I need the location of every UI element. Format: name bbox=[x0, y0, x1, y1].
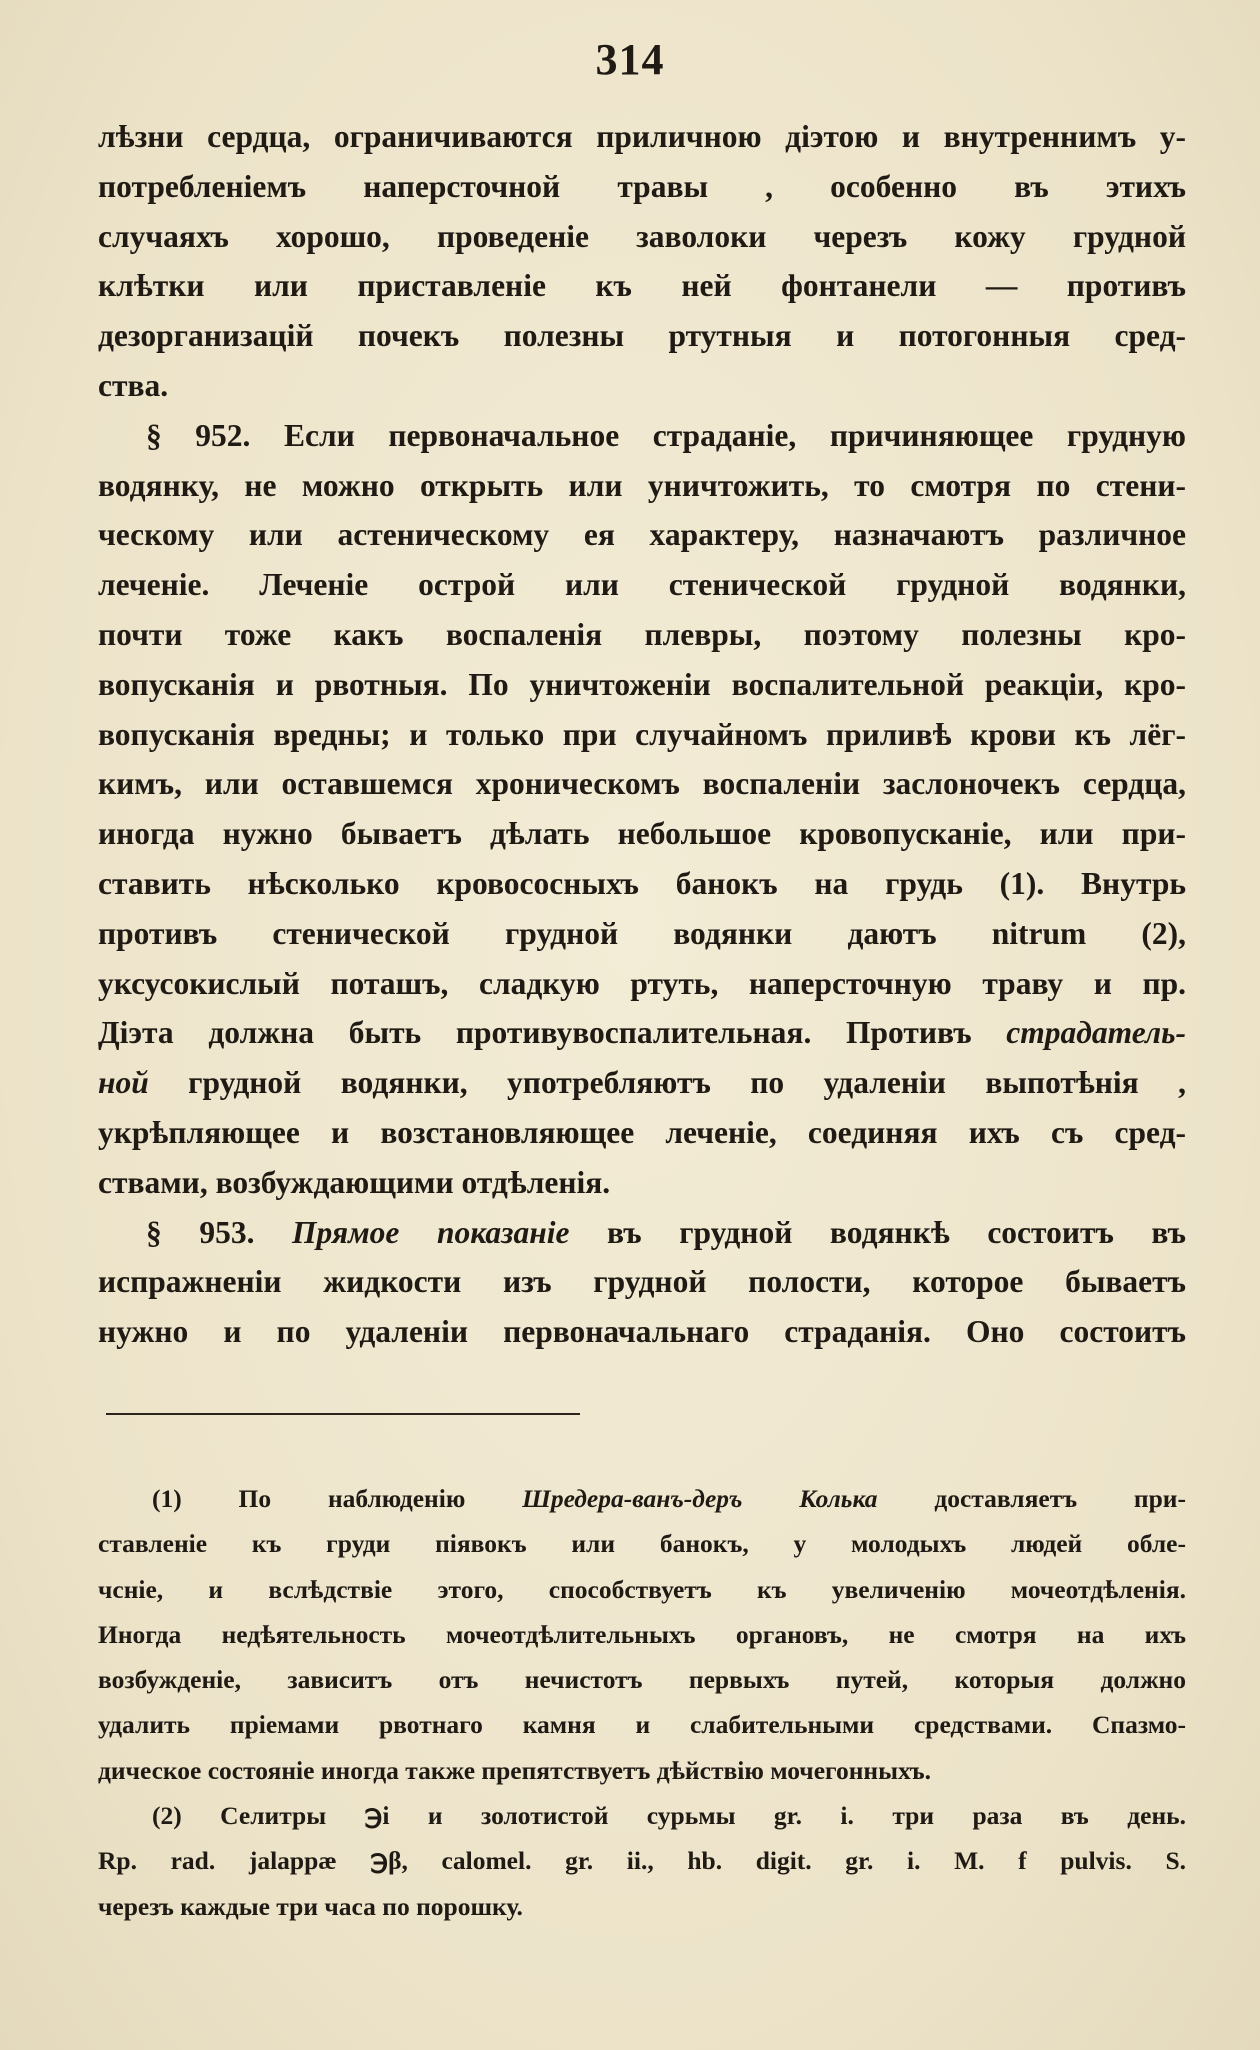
footnote-divider bbox=[106, 1413, 580, 1415]
text-line: случаяхъ хорошо, проведеніе заволоки черезъ кожу грудной bbox=[98, 218, 1186, 254]
text-line: уксусокислый поташъ, сладкую ртуть, наперсточную траву и пр. bbox=[98, 965, 1186, 1001]
footnote-line: удалить пріемами рвотнаго камня и слабительными средствами. Спазмо- bbox=[98, 1710, 1186, 1740]
footnote-line: ставленіе къ груди піявокъ или банокъ, у молодыхъ людей обле- bbox=[98, 1529, 1186, 1559]
text-line: укрѣпляющее и возстановляющее леченіе, соединяя ихъ съ сред- bbox=[98, 1114, 1186, 1150]
text-line: ческому или астеническому ея характеру, назначаютъ различное bbox=[98, 517, 1186, 553]
text-line: вопусканія вредны; и только при случайномъ приливѣ крови къ лёг- bbox=[98, 716, 1186, 752]
text-line: испражненіи жидкости изъ грудной полости, которое бываетъ bbox=[98, 1264, 1186, 1300]
text-line: леченіе. Леченіе острой или стенической грудной водянки, bbox=[98, 567, 1186, 603]
text-line: Діэта должна быть противувоспалительная. Противъ страдатель- bbox=[98, 1015, 1186, 1051]
footnote-line: чсніе, и вслѣдствіе этого, способствуетъ къ увеличенію мочеотдѣленія. bbox=[98, 1574, 1186, 1604]
footnotes-block bbox=[98, 1476, 1186, 1929]
text-line: иногда нужно бываетъ дѣлать небольшое кровопусканіе, или при- bbox=[98, 816, 1186, 852]
text-line: клѣтки или приставленіе къ ней фонтанели — противъ bbox=[98, 268, 1186, 304]
text-line: лѣзни сердца, ограничиваются приличною діэтою и внутреннимъ у- bbox=[98, 119, 1186, 154]
footnote-line: дическое состояніе иногда также препятствуетъ дѣйствію мочегонныхъ. bbox=[98, 1755, 932, 1785]
page-number: 314 bbox=[595, 35, 665, 84]
text-line: ставить нѣсколько кровососныхъ банокъ на грудь (1). Внутрь bbox=[98, 865, 1186, 901]
footnote-line: черезъ каждые три часа по порошку. bbox=[98, 1891, 523, 1921]
footnote-line: возбужденіе, зависитъ отъ нечистотъ первыхъ путей, которыя должно bbox=[98, 1665, 1186, 1695]
text-line: нужно и по удаленіи первоначальнаго страданія. Оно состоитъ bbox=[98, 1314, 1186, 1350]
footnote-line: Rp. rad. jalappæ ℈β, calomel. gr. ii., hb. digit. gr. i. M. f pulvis. S. bbox=[98, 1846, 1186, 1876]
text-line: кимъ, или оставшемся хроническомъ воспаленіи заслоночекъ сердца, bbox=[98, 766, 1186, 802]
text-line: противъ стенической грудной водянки даютъ nitrum (2), bbox=[98, 915, 1186, 951]
paragraph-952-start: § 952. Если первоначальное страданіе, причиняющее грудную bbox=[146, 417, 1186, 453]
text-line: ной грудной водянки, употребляютъ по удаленіи выпотѣнія , bbox=[98, 1065, 1186, 1101]
text-line: дезорганизацій почекъ полезны ртутныя и потогонныя сред- bbox=[98, 318, 1186, 354]
footnote-line: Иногда недѣятельность мочеотдѣлительныхъ органовъ, не смотря на ихъ bbox=[98, 1619, 1186, 1649]
paragraph-953-start: § 953. Прямое показаніе въ грудной водянкѣ состоитъ въ bbox=[146, 1214, 1186, 1250]
text-line: водянку, не можно открыть или уничтожить, то смотря по стени- bbox=[98, 467, 1186, 503]
text-line: ствами, возбуждающими отдѣленія. bbox=[98, 1164, 611, 1200]
text-line: потребленіемъ наперсточной травы , особенно въ этихъ bbox=[98, 168, 1186, 204]
footnote-2-start: (2) Селитры ℈і и золотистой сурьмы gr. i. три раза въ день. bbox=[152, 1801, 1186, 1831]
text-line: вопусканія и рвотныя. По уничтоженіи воспалительной реакціи, кро- bbox=[98, 666, 1186, 702]
text-line: ства. bbox=[98, 367, 169, 403]
footnote-1-start: (1) По наблюденію Шредера-ванъ-деръ Колька доставляетъ при- bbox=[152, 1484, 1186, 1513]
main-text-block bbox=[98, 112, 1186, 1357]
text-line: почти тоже какъ воспаленія плевры, поэтому полезны кро- bbox=[98, 616, 1186, 652]
